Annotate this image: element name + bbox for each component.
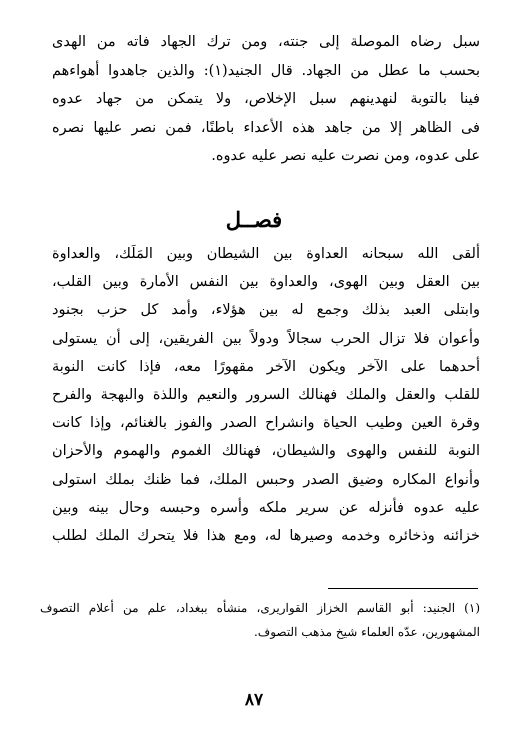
text-line: خزائنه وذخائره وخدمه وصيرها له، ومع هذا فلا يتحرك الملك لطلب	[52, 527, 480, 544]
text-line: عليه عدوه فأنزله عن سرير ملكه وأسره وحبسه وحال بينه وبين	[52, 499, 480, 516]
paragraph-2	[52, 240, 480, 550]
text-line: أحدهما على الآخر ويكون الآخر مقهورًا معه، فإذا كانت النوبة	[52, 358, 480, 375]
footnote-divider	[328, 588, 478, 589]
text-line: بحسب ما عطل من الجهاد. قال الجنيد(١): والذين جاهدوا أهواءهم	[52, 62, 480, 79]
text-line: النوبة للنفس والهوى والشيطان، فهنالك الغموم والهموم والأحزان	[52, 443, 480, 460]
text-line: بين العقل وبين الهوى، والعداوة بين النفس الأمارة وبين القلب،	[52, 274, 480, 291]
text-line: ألقى الله سبحانه العداوة بين الشيطان وبين المَلَك، والعداوة	[52, 246, 480, 262]
page-number: ٨٧	[244, 690, 264, 710]
footnote-line: (١) الجنيد: أبو القاسم الخزاز القواريرى، منشأه ببغداد، علم من أعلام التصوف	[40, 601, 480, 615]
text-line: على عدوه، ومن نصرت عليه نصر عليه عدوه.	[211, 148, 480, 164]
text-line: سبل رضاه الموصلة إلى جنته، ومن ترك الجهاد فاته من الهدى	[52, 34, 480, 50]
text-line: وابتلى العبد بذلك وجمع له بين هؤلاء، وأمد كل حزب بجنود	[52, 302, 480, 319]
text-line: فينا بالتوبة لنهدينهم سبل الإخلاص، ولا يتمكن من جهاد عدوه	[52, 91, 480, 107]
text-line: فى الظاهر إلا من جاهد هذه الأعداء باطنًا، فمن نصر عليها نصره	[52, 119, 480, 136]
text-line: للقلب والعقل والملك فهنالك السرور والنعيم واللذة والبهجة والفرح	[52, 386, 480, 403]
footnote	[40, 596, 480, 644]
paragraph-1	[52, 28, 480, 171]
text-line: وأعوان فلا تزال الحرب سجالاً ودولاً بين الفريقين، إلى أن يستولى	[52, 330, 480, 347]
footnote-line: المشهورين، عدّه العلماء شيخ مذهب التصوف.	[253, 625, 480, 639]
section-heading: فصــل	[225, 207, 283, 232]
text-line: وقرة العين وطيب الحياة وانشراح الصدر والفوز بالغنائم، وإذا كانت	[52, 415, 480, 432]
text-line: وأنواع المكاره وضيق الصدر وحبس الملك، فما ظنك بملك استولى	[52, 471, 480, 488]
